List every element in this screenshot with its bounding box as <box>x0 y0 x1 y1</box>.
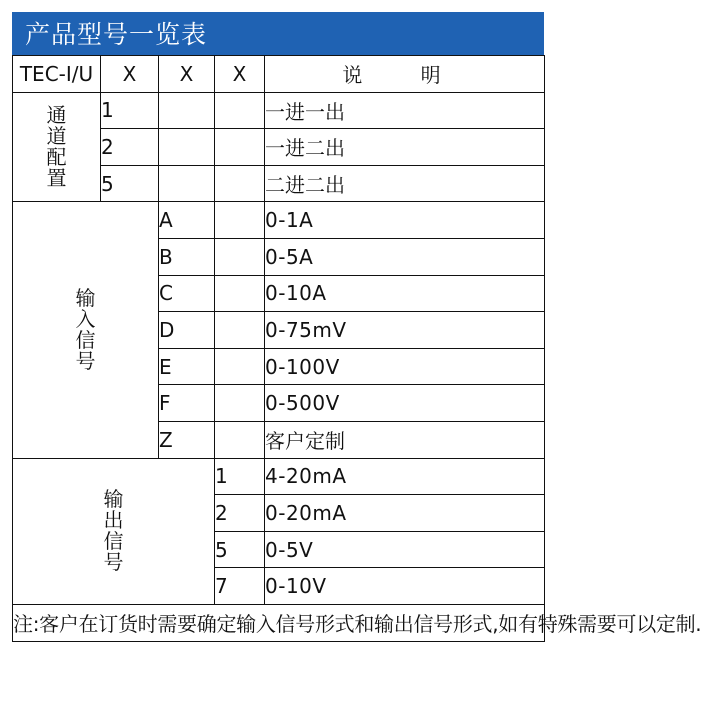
input-code: C <box>159 275 215 312</box>
input-code: E <box>159 348 215 385</box>
table-row <box>13 202 545 239</box>
empty-cell <box>215 165 265 202</box>
channel-code: 2 <box>101 129 159 166</box>
output-desc: 0-10V <box>265 568 545 605</box>
empty-cell <box>215 92 265 129</box>
empty-cell <box>215 312 265 349</box>
empty-cell <box>159 165 215 202</box>
table-row <box>13 458 545 495</box>
header-x-channel: X <box>101 56 159 93</box>
product-model-table <box>12 12 701 716</box>
output-code: 1 <box>215 458 265 495</box>
input-code: F <box>159 385 215 422</box>
input-desc: 客户定制 <box>265 421 545 458</box>
input-desc: 0-100V <box>265 348 545 385</box>
table-row <box>13 92 545 129</box>
input-desc: 0-500V <box>265 385 545 422</box>
empty-cell <box>159 129 215 166</box>
empty-cell <box>215 348 265 385</box>
empty-cell <box>215 421 265 458</box>
input-code: B <box>159 238 215 275</box>
channel-code: 1 <box>101 92 159 129</box>
input-desc: 0-10A <box>265 275 545 312</box>
header-model: TEC-I/U <box>13 56 101 93</box>
input-label-text: 输入信号 <box>75 285 96 373</box>
channel-group-label <box>13 92 101 202</box>
input-group-label <box>13 202 159 458</box>
header-description: 说 明 <box>265 56 545 93</box>
order-note: 注:客户在订货时需要确定输入信号形式和输出信号形式,如有特殊需要可以定制. <box>13 604 545 641</box>
header-row <box>13 56 545 93</box>
input-code: A <box>159 202 215 239</box>
empty-cell <box>215 385 265 422</box>
input-code: D <box>159 312 215 349</box>
empty-cell <box>215 238 265 275</box>
output-label-text: 输出信号 <box>103 487 124 575</box>
empty-cell <box>215 202 265 239</box>
output-desc: 4-20mA <box>265 458 545 495</box>
channel-desc: 一进一出 <box>265 92 545 129</box>
input-code: Z <box>159 421 215 458</box>
output-group-label <box>13 458 215 604</box>
table-title: 产品型号一览表 <box>12 12 544 55</box>
output-code: 7 <box>215 568 265 605</box>
output-desc: 0-5V <box>265 531 545 568</box>
channel-desc: 一进二出 <box>265 129 545 166</box>
empty-cell <box>159 92 215 129</box>
channel-code: 5 <box>101 165 159 202</box>
output-code: 2 <box>215 495 265 532</box>
input-desc: 0-1A <box>265 202 545 239</box>
empty-cell <box>215 129 265 166</box>
model-spec-table <box>12 55 701 642</box>
output-code: 5 <box>215 531 265 568</box>
empty-cell <box>215 275 265 312</box>
input-desc: 0-5A <box>265 238 545 275</box>
input-desc: 0-75mV <box>265 312 545 349</box>
output-desc: 0-20mA <box>265 495 545 532</box>
channel-desc: 二进二出 <box>265 165 545 202</box>
header-x-input: X <box>159 56 215 93</box>
note-row <box>13 604 545 641</box>
channel-label-text: 通道配置 <box>46 102 67 190</box>
header-x-output: X <box>215 56 265 93</box>
